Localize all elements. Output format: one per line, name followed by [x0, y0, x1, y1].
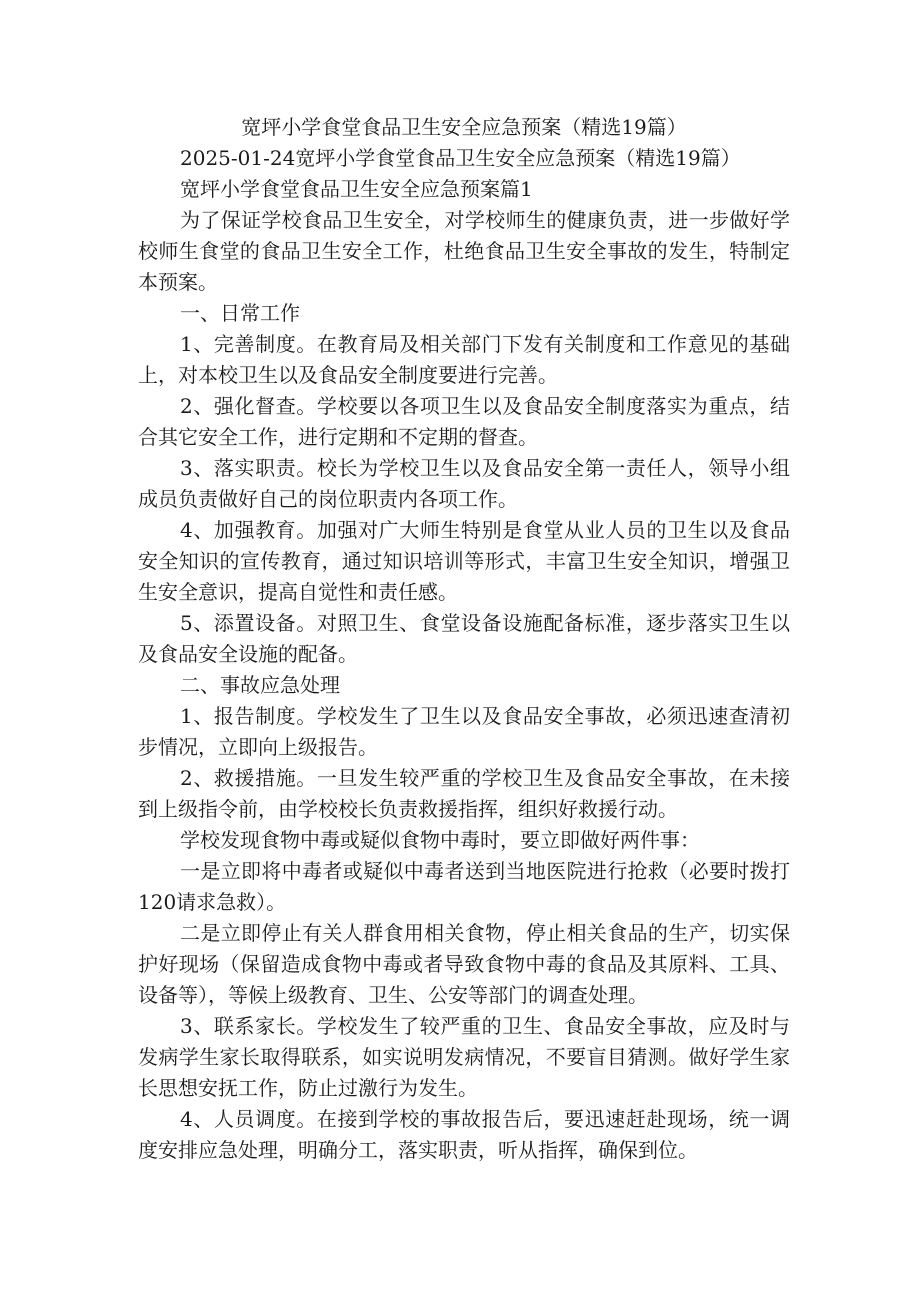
- heading-emergency: 二、事故应急处理: [180, 673, 340, 697]
- daily-item: 1、完善制度。在教育局及相关部门下发有关制度和工作意见的基础上，对本校卫生以及食品安全制度要进行完善。: [138, 332, 790, 387]
- date-line: 2025-01-24宽坪小学食堂食品卫生安全应急预案（精选19篇）: [180, 146, 741, 170]
- emergency-item: 二是立即停止有关人群食用相关食物，停止相关食品的生产，切实保护好现场（保留造成食物中毒或者导致食物中毒的食品及其原料、工具、设备等），等候上级教育、卫生、公安等部门的调查处理。: [138, 921, 790, 1007]
- emergency-item: 1、报告制度。学校发生了卫生以及食品安全事故，必须迅速查清初步情况，立即向上级报告。: [138, 704, 790, 759]
- intro-paragraph: 为了保证学校食品卫生安全，对学校师生的健康负责，进一步做好学校师生食堂的食品卫生安全工作，杜绝食品卫生安全事故的发生，特制定本预案。: [138, 208, 790, 294]
- daily-item: 5、添置设备。对照卫生、食堂设备设施配备标准，逐步落实卫生以及食品安全设施的配备。: [138, 611, 790, 666]
- emergency-item: 4、人员调度。在接到学校的事故报告后，要迅速赶赴现场，统一调度安排应急处理，明确分工，落实职责，听从指挥，确保到位。: [138, 1107, 790, 1162]
- emergency-item: 一是立即将中毒者或疑似中毒者送到当地医院进行抢救（必要时拨打120请求急救）。: [138, 859, 790, 914]
- emergency-item: 学校发现食物中毒或疑似食物中毒时，要立即做好两件事：: [180, 828, 700, 852]
- daily-item: 3、落实职责。校长为学校卫生以及食品安全第一责任人，领导小组成员负责做好自己的岗位职责内各项工作。: [138, 456, 790, 511]
- emergency-item: 2、救援措施。一旦发生较严重的学校卫生及食品安全事故，在未接到上级指令前，由学校校长负责救援指挥，组织好救援行动。: [138, 766, 790, 821]
- heading-daily-work: 一、日常工作: [180, 301, 300, 325]
- daily-item: 4、加强教育。加强对广大师生特别是食堂从业人员的卫生以及食品安全知识的宣传教育，通过知识培训等形式，丰富卫生安全知识，增强卫生安全意识，提高自觉性和责任感。: [138, 518, 790, 604]
- section-title: 宽坪小学食堂食品卫生安全应急预案篇1: [180, 177, 533, 201]
- daily-item: 2、强化督查。学校要以各项卫生以及食品安全制度落实为重点，结合其它安全工作，进行定期和不定期的督查。: [138, 394, 790, 449]
- document-body: [138, 112, 790, 1166]
- document-title: 宽坪小学食堂食品卫生安全应急预案（精选19篇）: [241, 115, 687, 139]
- emergency-item: 3、联系家长。学校发生了较严重的卫生、食品安全事故，应及时与发病学生家长取得联系，如实说明发病情况，不要盲目猜测。做好学生家长思想安抚工作，防止过激行为发生。: [138, 1014, 790, 1100]
